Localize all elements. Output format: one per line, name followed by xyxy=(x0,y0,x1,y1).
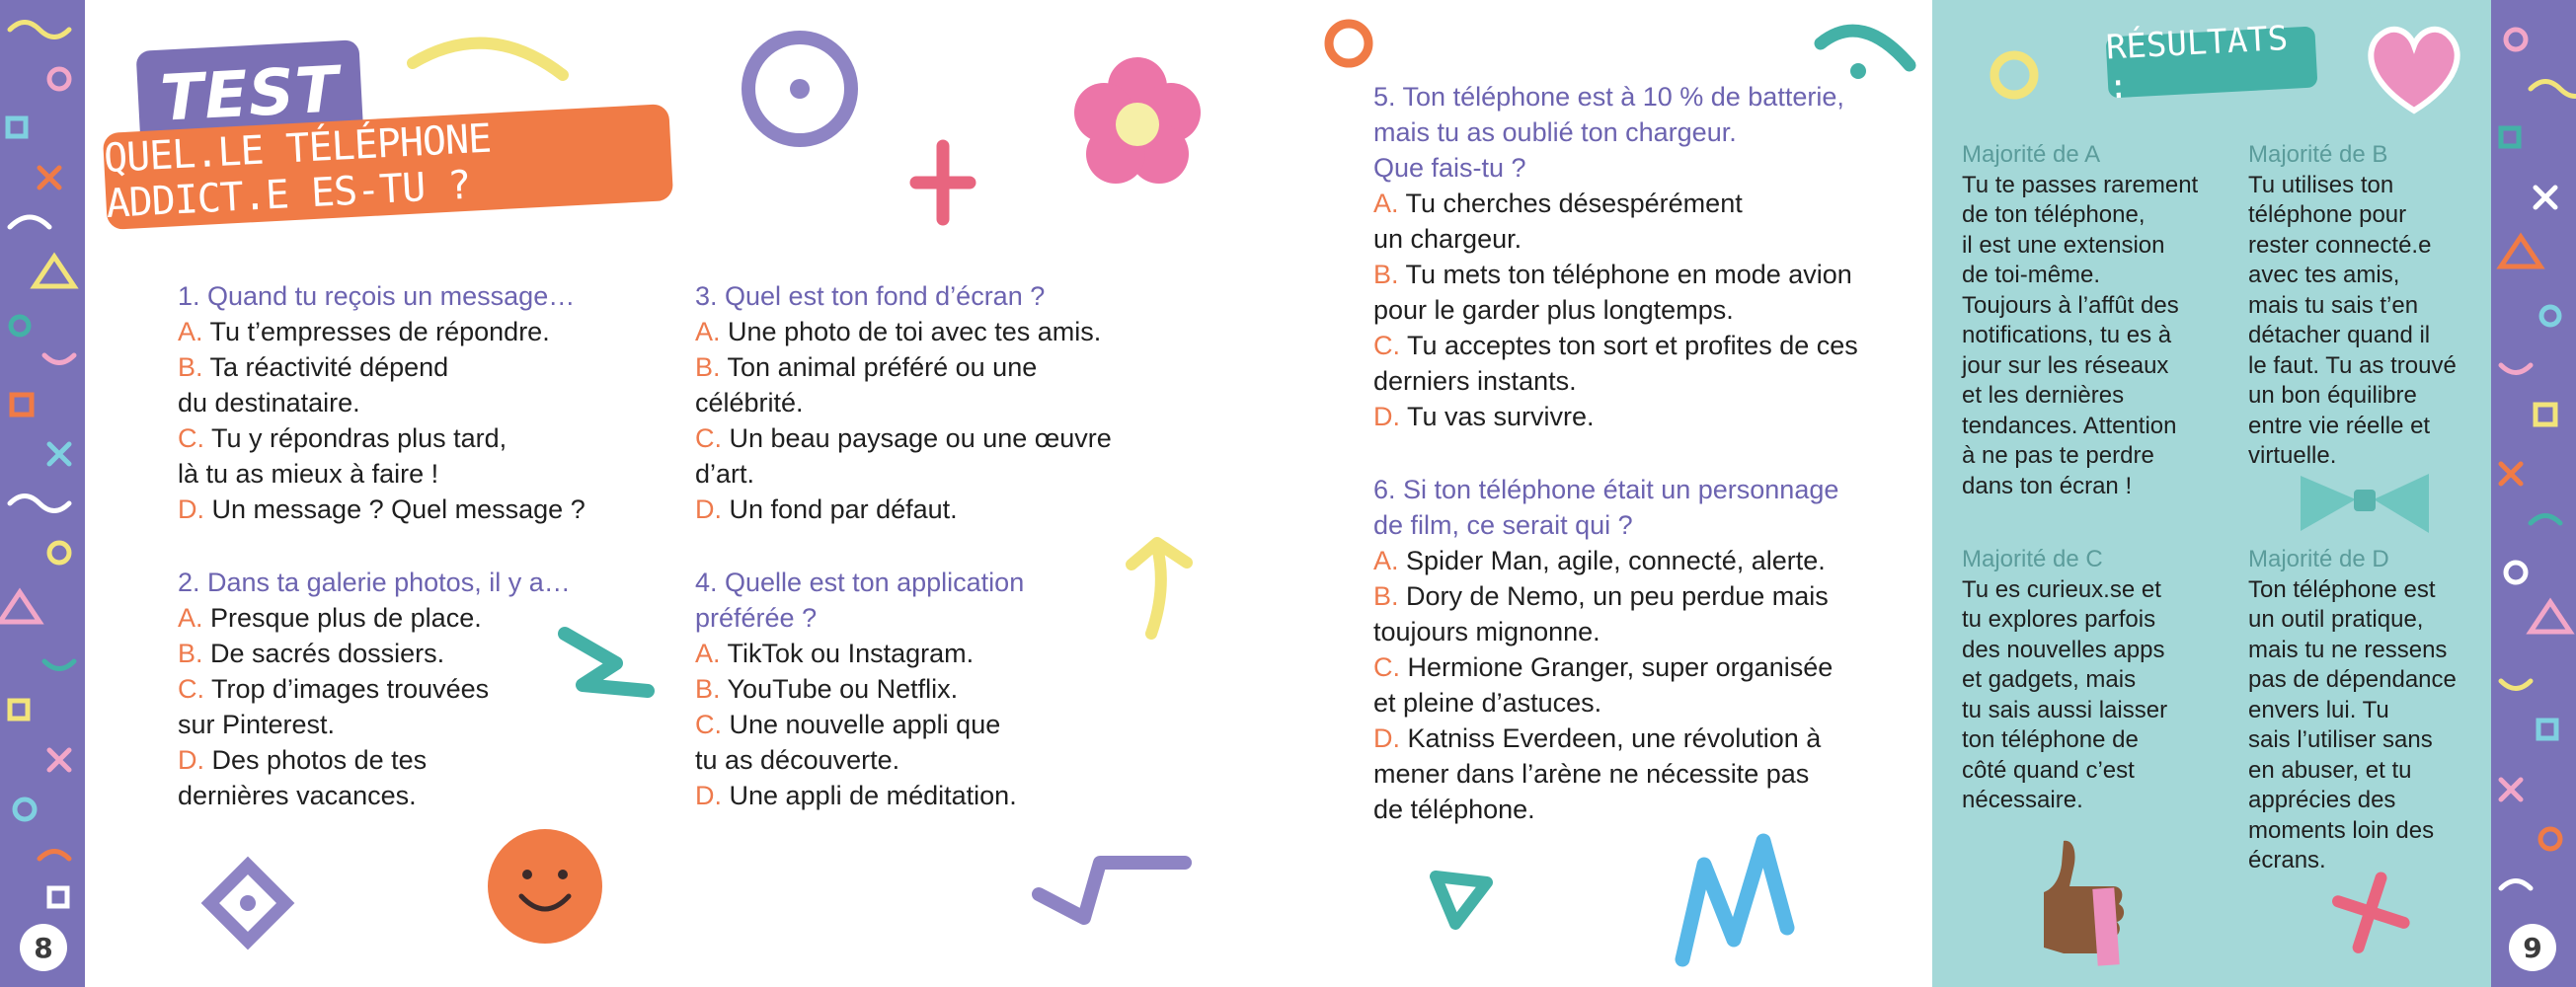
question-block-1 xyxy=(178,278,671,527)
answer-b: B. Ton animal préféré ou une xyxy=(695,352,1038,382)
page-number-left: 8 xyxy=(20,924,67,971)
answer-b: B. Tu mets ton téléphone en mode avion xyxy=(1373,260,1852,289)
answer-b-cont: toujours mignonne. xyxy=(1373,617,1600,646)
test-badge-label: TEST xyxy=(158,53,342,136)
result-majority-d: Majorité de D Ton téléphone est un outil pratique, mais tu ne ressens pas de dépendance envers lui. Tu sais l’utiliser sans en abuser, et tu apprécies des moments loin des écrans. xyxy=(2248,545,2481,876)
answer-c-cont: derniers instants. xyxy=(1373,366,1577,396)
answer-a-cont: un chargeur. xyxy=(1373,224,1522,254)
answer-d-cont: de téléphone. xyxy=(1373,795,1535,824)
plus-icon xyxy=(908,138,977,227)
answer-d-cont: dernières vacances. xyxy=(178,781,417,810)
answer-c: C. Tu y répondras plus tard, xyxy=(178,423,507,453)
answer-a: A. Spider Man, agile, connecté, alerte. xyxy=(1373,546,1826,575)
pink-cross-icon xyxy=(2326,869,2415,957)
triangle-icon xyxy=(1422,859,1501,938)
question-text-cont: mais tu as oublié ton chargeur. xyxy=(1373,117,1737,147)
heart-icon xyxy=(2360,14,2468,122)
bow-tie-icon xyxy=(2291,460,2439,549)
question-text-cont: préférée ? xyxy=(695,603,818,633)
quiz-title: QUEL.LE TÉLÉPHONE ADDICT.E ES-TU ? xyxy=(102,115,493,227)
answer-c: C. Un beau paysage ou une œuvre xyxy=(695,423,1112,453)
answer-d: D. Un message ? Quel message ? xyxy=(178,494,585,524)
result-majority-b: Majorité de B Tu utilises ton téléphone pour rester connecté.e avec tes amis, mais tu sais t’en détacher quand il le faut. Tu as trouvé un bon équilibre entre vie réelle et virtuelle. xyxy=(2248,140,2481,472)
m-zigzag-blue-icon xyxy=(1669,825,1797,973)
page-number-right: 9 xyxy=(2509,924,2556,971)
questions-column-3 xyxy=(1373,79,1916,865)
answer-d: D. Tu vas survivre. xyxy=(1373,402,1595,431)
answer-c-cont: là tu as mieux à faire ! xyxy=(178,459,439,489)
results-heading-label: RÉSULTATS : xyxy=(2105,18,2290,108)
thumbs-up-icon xyxy=(2034,835,2133,973)
answer-b-cont: du destinataire. xyxy=(178,388,360,418)
right-pattern-border xyxy=(2491,0,2576,987)
smiley-icon xyxy=(484,825,606,948)
answer-c: C. Une nouvelle appli que xyxy=(695,710,1001,739)
answer-b: B. De sacrés dossiers. xyxy=(178,639,445,668)
answer-b-cont: pour le garder plus longtemps. xyxy=(1373,295,1734,325)
answer-d: D. Un fond par défaut. xyxy=(695,494,958,524)
question-text: 4. Quelle est ton application xyxy=(695,568,1025,597)
question-block-6 xyxy=(1373,472,1916,827)
results-heading xyxy=(2105,18,2318,108)
answer-d: D. Une appli de méditation. xyxy=(695,781,1017,810)
answer-d: D. Katniss Everdeen, une révolution à xyxy=(1373,723,1822,753)
question-text: 1. Quand tu reçois un message… xyxy=(178,281,576,311)
target-circle-icon xyxy=(739,28,861,150)
result-title: Majorité de A xyxy=(1962,141,2101,168)
answer-a: A. TikTok ou Instagram. xyxy=(695,639,975,668)
answer-d-cont: mener dans l’arène ne nécessite pas xyxy=(1373,759,1810,789)
answer-a: A. Presque plus de place. xyxy=(178,603,482,633)
question-block-3 xyxy=(695,278,1209,527)
questions-column-1 xyxy=(178,278,671,851)
question-text: 5. Ton téléphone est à 10 % de batterie, xyxy=(1373,82,1844,112)
result-title: Majorité de D xyxy=(2248,546,2389,572)
question-text: 2. Dans ta galerie photos, il y a… xyxy=(178,568,571,597)
answer-c: C. Tu acceptes ton sort et profites de ces xyxy=(1373,331,1858,360)
yellow-ring-icon xyxy=(1985,45,2044,105)
answer-a: A. Tu cherches désespérément xyxy=(1373,189,1743,218)
question-text: 6. Si ton téléphone était un personnage xyxy=(1373,475,1839,504)
confetti-pattern-icon xyxy=(0,0,85,987)
result-title: Majorité de C xyxy=(1962,546,2103,572)
answer-b-cont: célébrité. xyxy=(695,388,804,418)
result-majority-a: Majorité de A Tu te passes rarement de ton téléphone, il est une extension de toi-même. Toujours à l’affût des notifications, tu es à jour sur les réseaux et les dernières tendances. Attention à ne pas te perdre dans ton écran ! xyxy=(1962,140,2228,501)
answer-a: A. Une photo de toi avec tes amis. xyxy=(695,317,1102,346)
result-majority-c: Majorité de C Tu es curieux.se et tu explores parfois des nouvelles apps et gadgets, mais tu sais aussi laisser ton téléphone de côté quand c’est nécessaire. xyxy=(1962,545,2228,816)
yellow-arc-icon xyxy=(405,28,573,87)
answer-c: C. Trop d’images trouvées xyxy=(178,674,490,704)
confetti-pattern-icon xyxy=(2491,0,2576,987)
left-pattern-border xyxy=(0,0,85,987)
yellow-arrow-icon xyxy=(1112,529,1201,647)
question-text-cont: Que fais-tu ? xyxy=(1373,153,1526,183)
answer-c-cont: et pleine d’astuces. xyxy=(1373,688,1602,718)
answer-c: C. Hermione Granger, super organisée xyxy=(1373,652,1834,682)
ring-icon xyxy=(1319,14,1378,73)
question-block-5 xyxy=(1373,79,1916,434)
answer-b: B. Dory de Nemo, un peu perdue mais xyxy=(1373,581,1829,611)
answer-c-cont: d’art. xyxy=(695,459,755,489)
flower-icon xyxy=(1068,53,1207,191)
answer-b: B. YouTube ou Netflix. xyxy=(695,674,959,704)
zigzag-teal-icon xyxy=(553,622,662,701)
answer-a: A. Tu t’empresses de répondre. xyxy=(178,317,550,346)
question-text-cont: de film, ce serait qui ? xyxy=(1373,510,1633,540)
result-title: Majorité de B xyxy=(2248,141,2388,168)
answer-c-cont: sur Pinterest. xyxy=(178,710,336,739)
question-text: 3. Quel est ton fond d’écran ? xyxy=(695,281,1046,311)
answer-b: B. Ta réactivité dépend xyxy=(178,352,449,382)
answer-d: D. Des photos de tes xyxy=(178,745,428,775)
diamond-icon xyxy=(194,849,302,957)
teal-arc-icon xyxy=(1813,14,1921,83)
zigzag-purple-icon xyxy=(1027,839,1195,938)
answer-c-cont: tu as découverte. xyxy=(695,745,900,775)
